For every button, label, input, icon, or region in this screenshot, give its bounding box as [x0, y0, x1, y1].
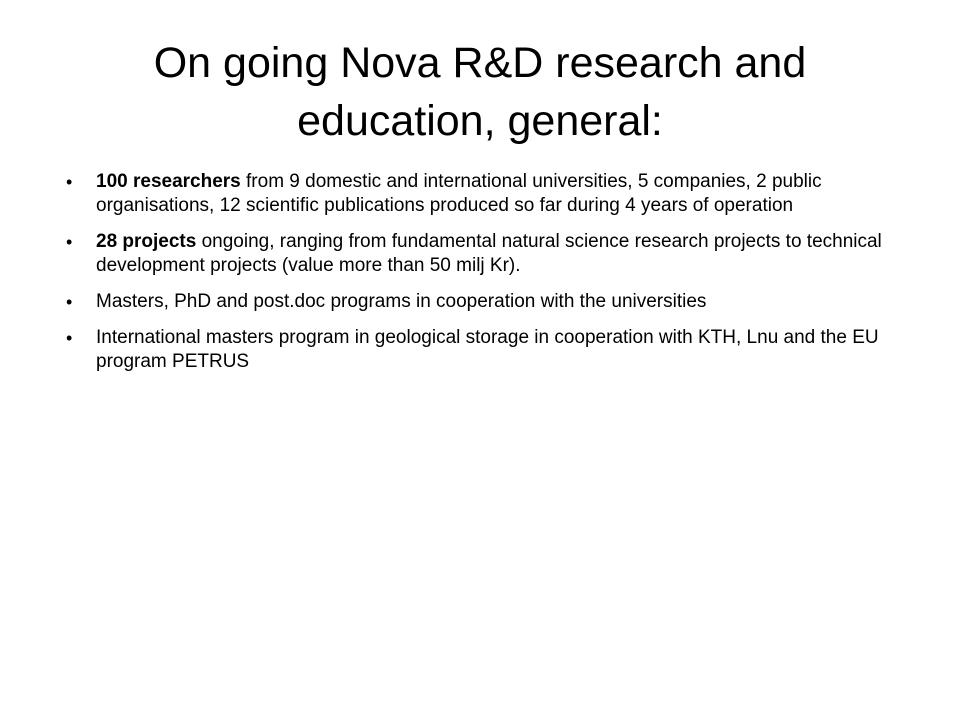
bullet-emphasis: 100 researchers — [96, 171, 241, 192]
bullet-item — [66, 170, 896, 218]
bullet-text: International masters program in geological storage in cooperation with KTH, Lnu and the EU program PETRUS — [96, 327, 879, 372]
bullet-item — [66, 326, 896, 374]
bullet-text: ongoing, ranging from fundamental natural science research projects to technical development projects (value more than 50 milj Kr). — [96, 231, 882, 276]
bullet-dot-icon: • — [66, 292, 73, 312]
bullet-emphasis: 28 projects — [96, 231, 197, 252]
bullet-list — [66, 170, 896, 386]
bullet-dot-icon: • — [66, 232, 73, 252]
bullet-dot-icon: • — [66, 172, 73, 192]
slide-title: On going Nova R&D research and education, general: — [153, 39, 807, 145]
bullet-item — [66, 290, 896, 314]
bullet-dot-icon: • — [66, 328, 73, 348]
bullet-text: from 9 domestic and international universities, 5 companies, 2 public organisations, 12 scientific publications produced so far during 4 years of operation — [96, 171, 822, 216]
bullet-text: Masters, PhD and post.doc programs in cooperation with the universities — [96, 291, 707, 312]
bullet-item — [66, 230, 896, 278]
